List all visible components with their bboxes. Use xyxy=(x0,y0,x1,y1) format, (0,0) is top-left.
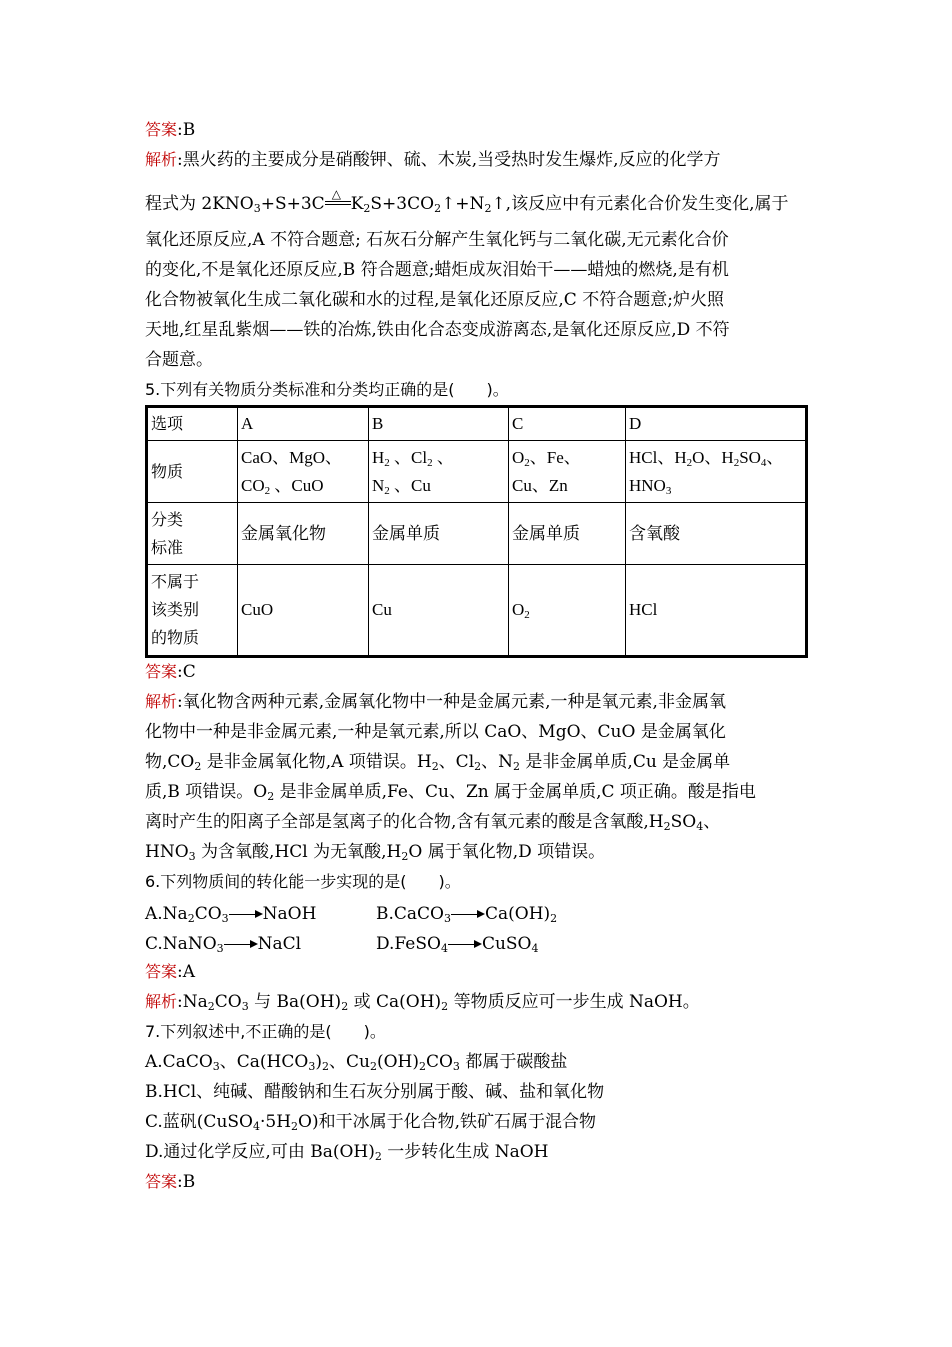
table-header-b: B xyxy=(369,407,509,441)
answer-label: 答案 xyxy=(145,120,178,139)
cell-a-substances: CaO、MgO、 $CO_2$ 、CuO xyxy=(238,441,369,503)
q7-option-b: B.HCl、纯碱、醋酸钠和生石灰分别属于酸、碱、盐和氧化物 xyxy=(145,1082,605,1102)
q6-stem: 6.下列物质间的转化能一步实现的是( )。 xyxy=(145,872,461,891)
q4-answer xyxy=(145,119,195,141)
answer-value: :A xyxy=(177,962,196,982)
classification-table xyxy=(145,405,808,658)
cell-b-substances: $H_2$ 、$Cl_2$ 、 $N_2$ 、Cu xyxy=(369,441,509,503)
answer-label: 答案 xyxy=(145,662,178,681)
table-row xyxy=(147,441,807,503)
analysis-label: 解析 xyxy=(145,150,178,169)
cell-b-exception: Cu xyxy=(369,565,509,657)
q4-analysis-line-3: 氧化还原反应,A 不符合题意; 石灰石分解产生氧化钙与二氧化碳,无元素化合价 xyxy=(145,230,729,250)
subscript: 2 xyxy=(434,202,442,215)
q5-analysis-line-4: 质,B 项错误。$O_2$ 是非金属单质,Fe、Cu、Zn 属于金属单质,C 项正确。酸是指电 xyxy=(145,782,756,803)
q7-option-a: A.CaCO$_3$、$Ca(HCO_3)_2$、$Cu_2(OH)_2CO_3$ 都属于碳酸盐 xyxy=(145,1052,568,1073)
q5-analysis-line-3: 物$,CO_2$ 是非金属氧化物,A 项错误。$H_2$、$Cl_2$、$N_2$ 是非金属单质,Cu 是金属单 xyxy=(145,752,731,773)
q4-analysis-line-1 xyxy=(145,149,721,171)
answer-label: 答案 xyxy=(145,1172,178,1191)
table-header-a: A xyxy=(238,407,369,441)
table-header-c: C xyxy=(509,407,626,441)
q6-option-d: D.FeSO$_4$ CuSO$_4$ xyxy=(376,934,539,955)
q5-analysis-line-2: 化物中一种是非金属元素,一种是氧元素,所以 CaO、MgO、CuO 是金属氧化 xyxy=(145,722,726,742)
q4-analysis-line-5: 化合物被氧化生成二氧化碳和水的过程,是氧化还原反应,C 不符合题意;炉火照 xyxy=(145,290,724,310)
q4-analysis-line-6: 天地,红星乱紫烟——铁的冶炼,铁由化合态变成游离态,是氧化还原反应,D 不符 xyxy=(145,320,730,340)
eq-text: 程式为 2KNO xyxy=(145,194,254,214)
table-header-option: 选项 xyxy=(147,407,238,441)
q5-stem: 5.下列有关物质分类标准和分类均正确的是( )。 xyxy=(145,380,509,399)
eq-text: K xyxy=(350,194,364,214)
q7-option-c: C.蓝矾$(CuSO_4\cdot 5H_2O)$和干冰属于化合物,铁矿石属于混合物 xyxy=(145,1112,597,1133)
table-row xyxy=(147,565,807,657)
arrow-icon xyxy=(224,940,258,950)
heat-condition-symbol xyxy=(325,187,351,211)
subscript: 2 xyxy=(363,202,371,215)
q7-stem: 7.下列叙述中,不正确的是( )。 xyxy=(145,1022,386,1041)
answer-value: :B xyxy=(177,120,196,140)
q5-answer xyxy=(145,661,196,683)
q4-analysis-line-7: 合题意。 xyxy=(145,350,213,370)
cell-d-standard: 含氧酸 xyxy=(626,503,807,565)
cell-a-exception: CuO xyxy=(238,565,369,657)
table-row xyxy=(147,407,807,441)
q7-answer xyxy=(145,1171,195,1193)
row-label-exception: 不属于 该类别 的物质 xyxy=(147,565,238,657)
eq-text: S+3CO xyxy=(370,194,435,214)
table-header-d: D xyxy=(626,407,807,441)
q6-option-a: $A.Na_2CO_3$ NaOH xyxy=(145,904,317,925)
answer-label: 答案 xyxy=(145,962,178,981)
delta-glyph: △ xyxy=(331,187,341,201)
cell-c-exception: $O_2$ xyxy=(509,565,626,657)
cell-b-standard: 金属单质 xyxy=(369,503,509,565)
q6-option-c: C.NaNO$_3$ NaCl xyxy=(145,934,302,955)
q5-analysis-line-1: 解析:氧化物含两种元素,金属氧化物中一种是金属元素,一种是氧元素,非金属氧 xyxy=(145,692,726,712)
q7-option-d: D.通过化学反应,可由 $Ba(OH)_2$ 一步转化生成 NaOH xyxy=(145,1142,549,1163)
analysis-text: :黑火药的主要成分是硝酸钾、硫、木炭,当受热时发生爆炸,反应的化学方 xyxy=(177,150,721,170)
subscript: 2 xyxy=(484,202,492,215)
row-label-standard: 分类 标准 xyxy=(147,503,238,565)
row-label-substance: 物质 xyxy=(147,441,238,503)
eq-text: ↑,该反应中有元素化合价发生变化,属于 xyxy=(491,194,789,214)
cell-c-substances: $O_2$、Fe、 Cu、Zn xyxy=(509,441,626,503)
q5-analysis-line-6: $HNO_3$ 为含氧酸,HCl 为无氧酸$,H_2O$ 属于氧化物,D 项错误。 xyxy=(145,842,606,863)
q4-analysis-line-4: 的变化,不是氧化还原反应,B 符合题意;蜡炬成灰泪始干——蜡烛的燃烧,是有机 xyxy=(145,260,729,280)
cell-d-exception: HCl xyxy=(626,565,807,657)
arrow-icon xyxy=(451,910,485,920)
cell-d-substances: HCl、$H_2O$、$H_2SO_4$、 $HNO_3$ xyxy=(626,441,807,503)
q6-option-b: B.CaCO$_3$ $Ca(OH)_2$ xyxy=(376,904,558,925)
q6-answer xyxy=(145,961,195,983)
analysis-label: 解析 xyxy=(145,692,178,711)
eq-text: +S+3C xyxy=(260,194,325,214)
q6-analysis: 解析$:Na_2CO_3$ 与 $Ba(OH)_2$ 或 $Ca(OH)_2$ 等物质反应可一步生成 NaOH。 xyxy=(145,992,700,1013)
answer-value: :B xyxy=(177,1172,196,1192)
arrow-icon xyxy=(229,910,263,920)
q5-analysis-line-5: 离时产生的阳离子全部是氢离子的化合物,含有氧元素的酸是含氧酸$,H_2SO_4$、 xyxy=(145,812,721,833)
table-row xyxy=(147,503,807,565)
analysis-label: 解析 xyxy=(145,992,178,1011)
q4-equation-line xyxy=(145,187,789,215)
subscript: 3 xyxy=(253,202,261,215)
answer-value: :C xyxy=(177,662,196,682)
eq-text: ↑+N xyxy=(441,194,485,214)
arrow-icon xyxy=(448,940,482,950)
cell-a-standard: 金属氧化物 xyxy=(238,503,369,565)
cell-c-standard: 金属单质 xyxy=(509,503,626,565)
